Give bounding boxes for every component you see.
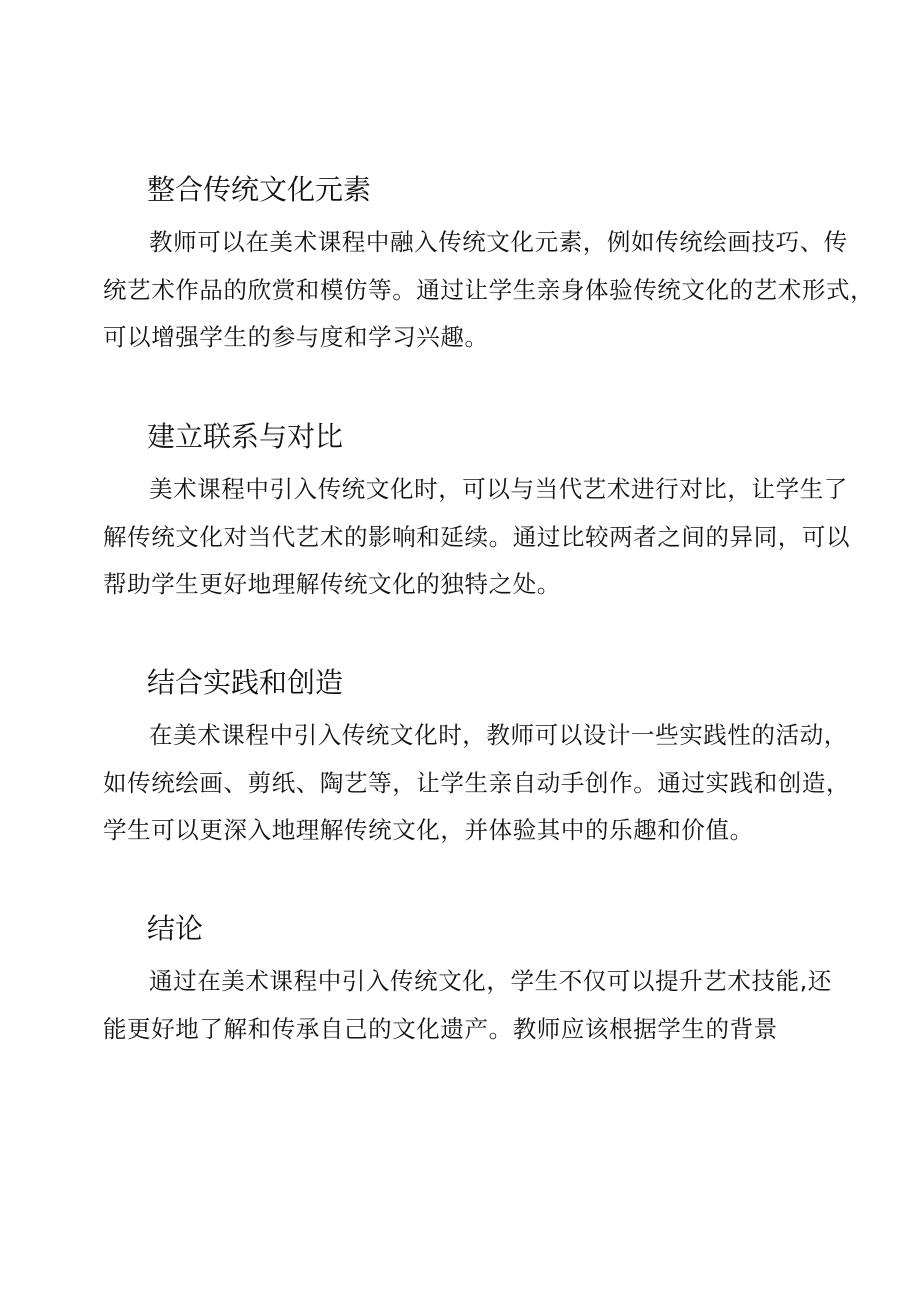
paragraph-line: 通过在美术课程中引入传统文化，学生不仅可以提升艺术技能,还 — [149, 967, 832, 995]
section-paragraph — [103, 219, 875, 362]
paragraph-line: 教师可以在美术课程中融入传统文化元素，例如传统绘画技巧、传 — [149, 228, 848, 256]
paragraph-line: 解传统文化对当代艺术的影响和延续。通过比较两者之间的异同，可以 — [103, 522, 851, 551]
paragraph-line: 如传统绘画、剪纸、陶艺等，让学生亲自动手创作。通过实践和创造， — [103, 768, 851, 797]
section-heading: 整合传统文化元素 — [147, 173, 372, 206]
paragraph-line: 学生可以更深入地理解传统文化，并体验其中的乐趣和价值。 — [103, 816, 754, 844]
section-paragraph — [103, 958, 833, 1053]
section-paragraph — [103, 466, 851, 609]
paragraph-line: 帮助学生更好地理解传统文化的独特之处。 — [103, 570, 561, 598]
section-heading: 结论 — [147, 912, 204, 945]
paragraph-line: 能更好地了解和传承自己的文化遗产。教师应该根据学生的背景 — [103, 1014, 778, 1043]
paragraph-line: 可以增强学生的参与度和学习兴趣。 — [103, 323, 489, 351]
section-conclusion — [103, 909, 833, 1053]
section-practice-and-creation — [103, 663, 851, 855]
section-integrate-traditional-elements — [103, 170, 875, 362]
paragraph-line: 美术课程中引入传统文化时，可以与当代艺术进行对比，让学生了 — [149, 475, 848, 503]
section-heading: 结合实践和创造 — [147, 666, 344, 699]
paragraph-line: 统艺术作品的欣赏和模仿等。通过让学生亲身体验传统文化的艺术形式， — [103, 275, 875, 304]
section-connection-and-contrast — [103, 417, 851, 609]
section-paragraph — [103, 712, 851, 855]
paragraph-line: 在美术课程中引入传统文化时，教师可以设计一些实践性的活动， — [149, 721, 848, 749]
section-heading: 建立联系与对比 — [147, 420, 344, 453]
